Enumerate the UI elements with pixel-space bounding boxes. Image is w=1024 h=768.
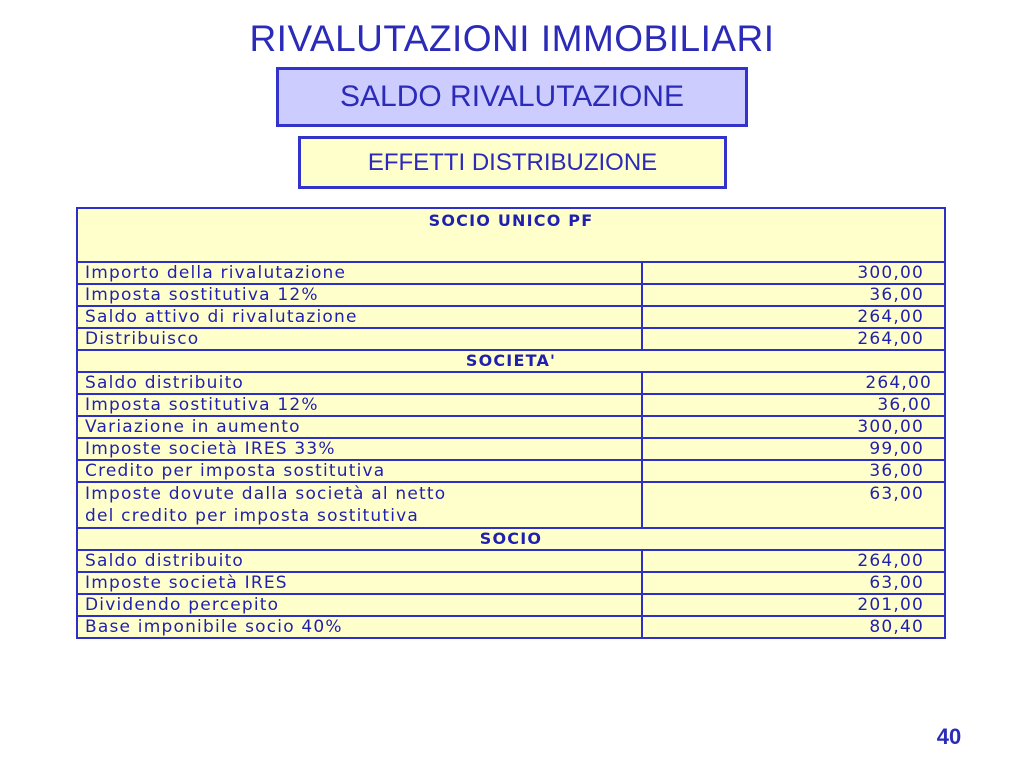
table-row (77, 284, 945, 306)
row-label: Saldo attivo di rivalutazione (77, 306, 642, 328)
row-value: 80,40 (642, 616, 945, 638)
section-header-socio: SOCIO (77, 528, 945, 550)
row-value: 264,00 (642, 372, 945, 394)
effetti-distribuzione-label: EFFETTI DISTRIBUZIONE (367, 148, 658, 176)
row-value: 300,00 (642, 262, 945, 284)
section-header-socio-unico: SOCIO UNICO PF (77, 208, 945, 262)
row-label: Dividendo percepito (77, 594, 642, 616)
section-header-row (77, 208, 945, 262)
section-header-row (77, 350, 945, 372)
row-label-line: Imposte dovute dalla società al netto (85, 484, 447, 504)
distribution-table (76, 207, 946, 639)
table-row (77, 306, 945, 328)
row-label: Saldo distribuito (77, 372, 642, 394)
table-row (77, 572, 945, 594)
row-label: Distribuisco (77, 328, 642, 350)
row-value: 99,00 (642, 438, 945, 460)
row-value: 264,00 (642, 328, 945, 350)
saldo-rivalutazione-box (276, 67, 748, 127)
table-row (77, 460, 945, 482)
saldo-rivalutazione-label: SALDO RIVALUTAZIONE (340, 80, 684, 113)
table-row (77, 394, 945, 416)
section-header-societa: SOCIETA' (77, 350, 945, 372)
row-value: 201,00 (642, 594, 945, 616)
table-row (77, 328, 945, 350)
row-value: 63,00 (642, 572, 945, 594)
table-row (77, 482, 945, 528)
row-label: Importo della rivalutazione (77, 262, 642, 284)
slide-title: RIVALUTAZIONI IMMOBILIARI (249, 18, 775, 59)
row-label: Imposte società IRES 33% (77, 438, 642, 460)
row-label: Base imponibile socio 40% (77, 616, 642, 638)
table-row (77, 372, 945, 394)
row-label: Imposta sostitutiva 12% (77, 394, 642, 416)
table-row (77, 438, 945, 460)
row-label: Imposte società IRES (77, 572, 642, 594)
row-label-line: del credito per imposta sostitutiva (85, 506, 420, 526)
row-label: Imposta sostitutiva 12% (77, 284, 642, 306)
row-label-multiline (77, 482, 642, 528)
table-row (77, 594, 945, 616)
row-label: Saldo distribuito (77, 550, 642, 572)
table-row (77, 262, 945, 284)
row-value: 300,00 (642, 416, 945, 438)
row-label: Credito per imposta sostitutiva (77, 460, 642, 482)
row-value: 264,00 (642, 306, 945, 328)
row-label: Variazione in aumento (77, 416, 642, 438)
effetti-distribuzione-box (298, 136, 727, 189)
table-row (77, 550, 945, 572)
table-row (77, 616, 945, 638)
section-header-row (77, 528, 945, 550)
row-value: 36,00 (642, 284, 945, 306)
row-value: 63,00 (642, 482, 945, 528)
row-value: 264,00 (642, 550, 945, 572)
row-value: 36,00 (642, 394, 945, 416)
table-row (77, 416, 945, 438)
page-number: 40 (936, 724, 962, 749)
row-value: 36,00 (642, 460, 945, 482)
